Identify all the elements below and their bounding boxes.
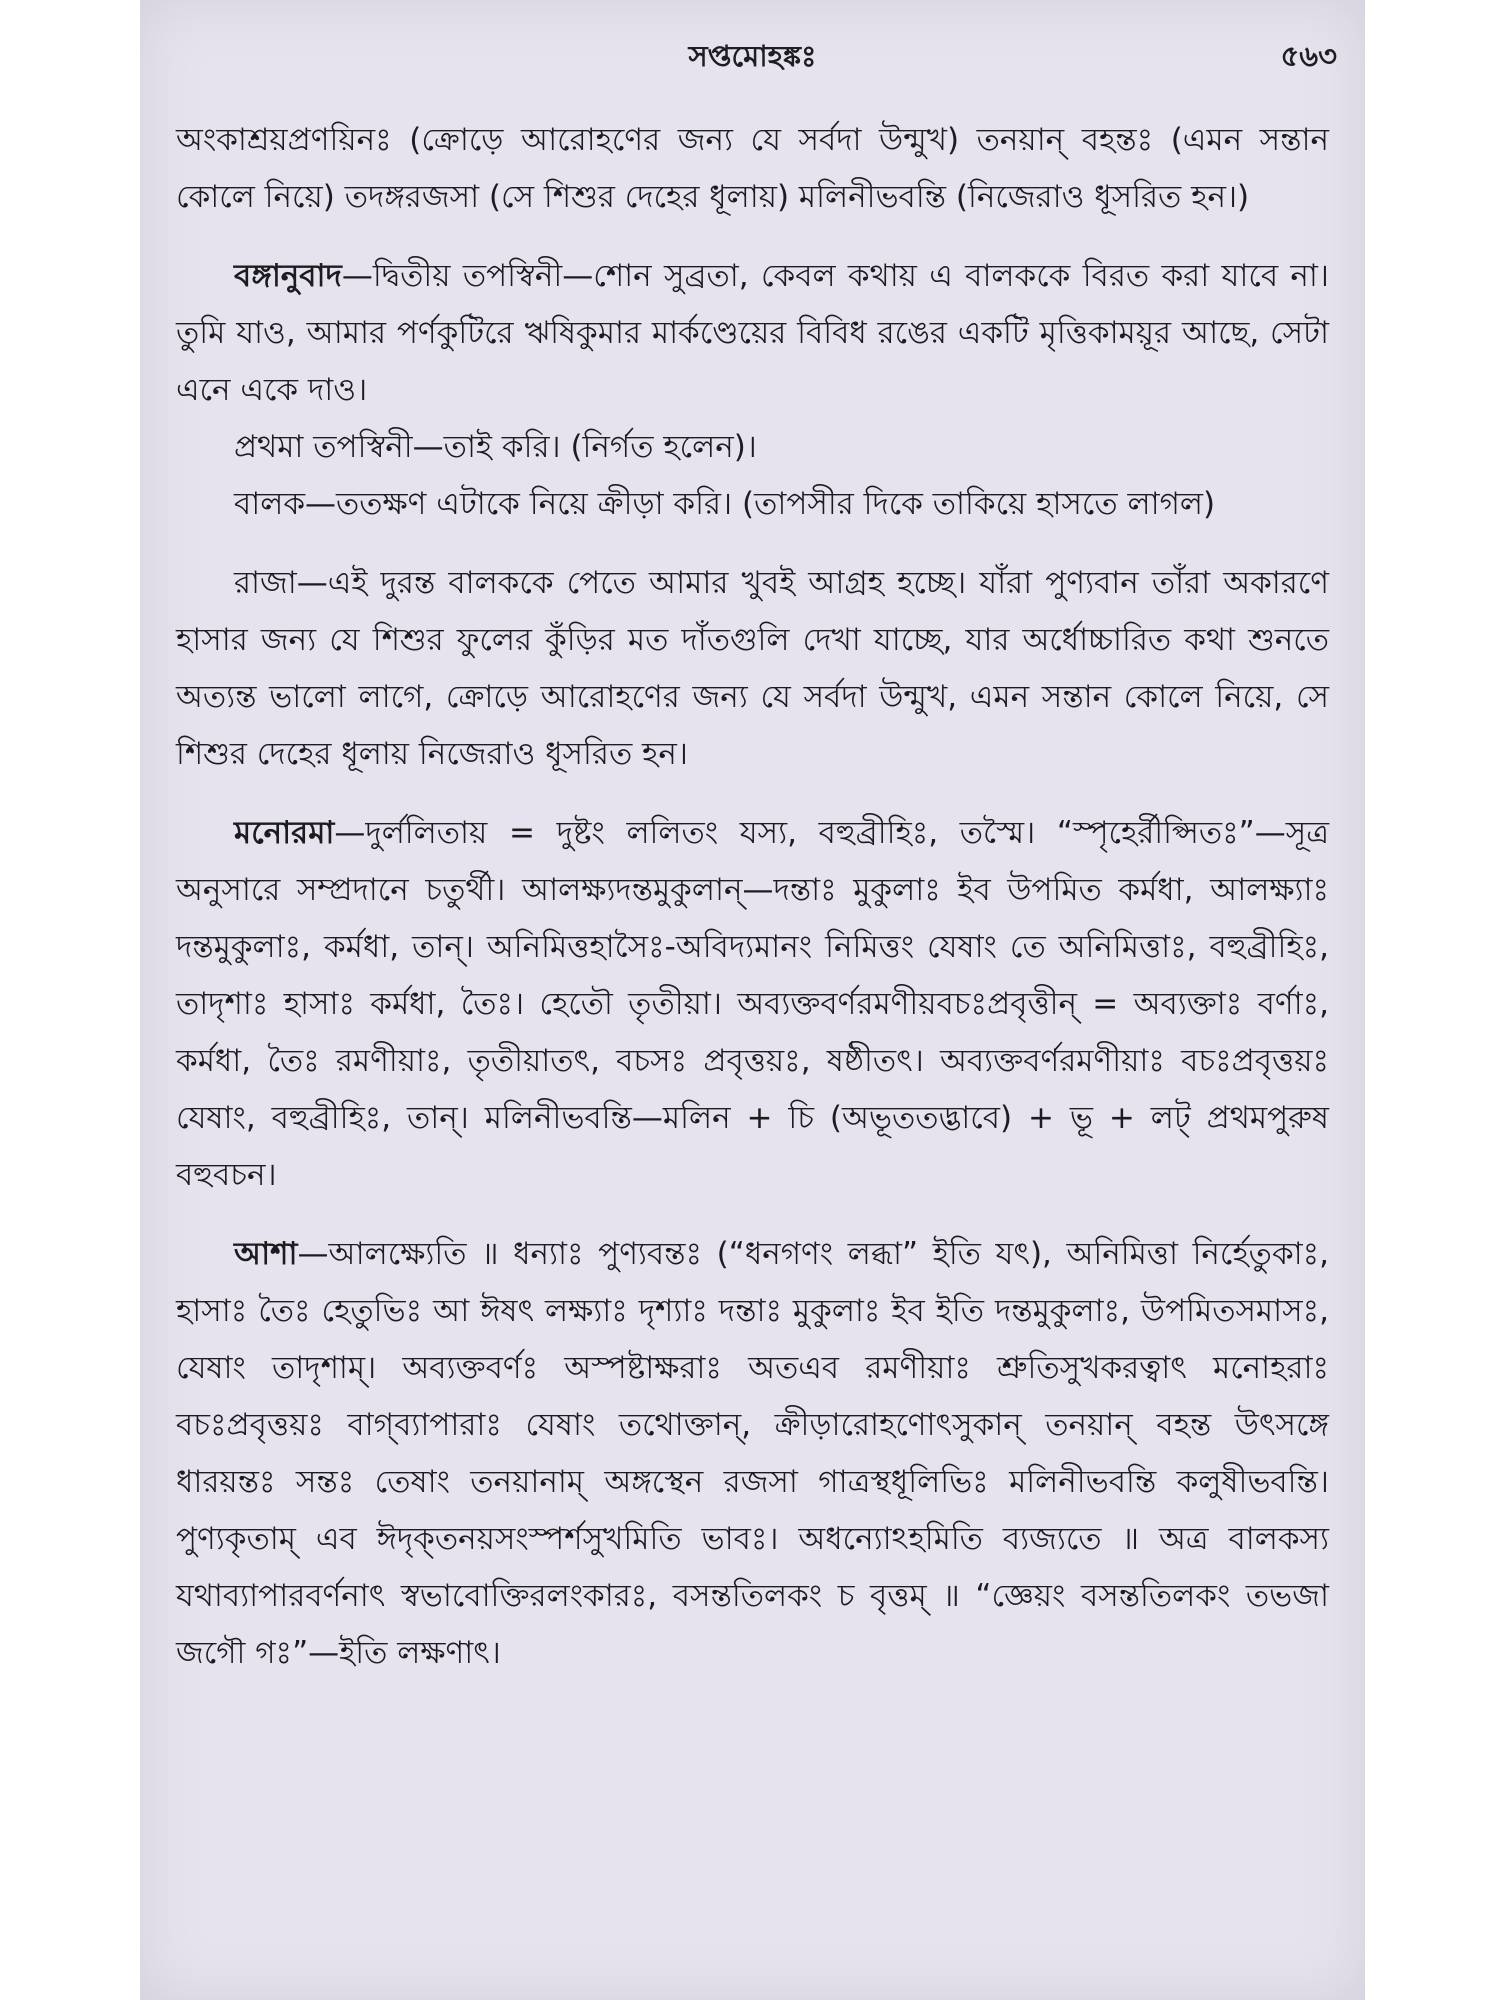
commentary-manorama xyxy=(176,805,1329,1204)
section-term: আশা xyxy=(234,1236,298,1272)
section-term: বঙ্গানুবাদ xyxy=(234,258,342,294)
dialogue-line xyxy=(176,476,1329,533)
paragraph-text: অংকাশ্রয়প্রণয়িনঃ (ক্রোড়ে আরোহণের জন্য যে সর্বদা উন্মুখ) তনয়ান্ বহন্তঃ (এমন সন্তান কোলে নিয়ে) তদঙ্গরজসা (সে শিশুর দেহের ধূলায়) মলিনীভবন্তি (নিজেরাও ধূসরিত হন।) xyxy=(176,122,1329,215)
paragraph-text: —আলক্ষ্যেতি ॥ ধন্যাঃ পুণ্যবন্তঃ (“ধনগণং লব্ধা” ইতি যৎ), অনিমিত্তা নির্হেতুকাঃ, হাসাঃ তৈঃ হেতুভিঃ আ ঈষৎ লক্ষ্যাঃ দৃশ্যাঃ দন্তাঃ মুকুলাঃ ইব ইতি দন্তমুকুলাঃ, উপমিতসমাসঃ, যেষাং তাদৃশাম্। অব্যক্তবর্ণঃ অস্পষ্টাক্ষরাঃ অতএব রমণীয়াঃ শ্রুতিসুখকরত্বাৎ মনোহরাঃ বচঃপ্রবৃত্তয়ঃ বাগ্‌ব্যাপারাঃ যেষাং তথোক্তান্, ক্রীড়ারোহণোৎসুকান্ তনয়ান্ বহন্ত উৎসঙ্গে ধারয়ন্তঃ সন্তঃ তেষাং তনয়ানাম্ অঙ্গস্থেন রজসা গাত্রস্থধূলিভিঃ মলিনীভবন্তি কলুষীভবন্তি। পুণ্যকৃতাম্ এব ঈদৃক্‌তনয়সংস্পর্শসুখমিতি ভাবঃ। অধন্যোঽহমিতি ব্যজ্যতে ॥ অত্র বালকস্য যথাব্যাপারবর্ণনাৎ স্বভাবোক্তিরলংকারঃ, বসন্ততিলকং চ বৃত্তম্ ॥ “জ্ঞেয়ং বসন্ততিলকং তভজা জগৌ গঃ”—ইতি লক্ষণাৎ। xyxy=(176,1236,1329,1671)
book-page xyxy=(140,0,1365,2000)
commentary-asha xyxy=(176,1226,1329,1682)
dialogue-line xyxy=(176,555,1329,783)
paragraph-text: —দ্বিতীয় তপস্বিনী—শোন সুব্রতা, কেবল কথায় এ বালককে বিরত করা যাবে না। তুমি যাও, আমার পর্ণকুটিরে ঋষিকুমার মার্কণ্ডেয়ের বিবিধ রঙের একটি মৃত্তিকাময়ূর আছে, সেটা এনে একে দাও। xyxy=(176,258,1329,408)
verse-gloss-continuation xyxy=(176,112,1329,226)
paragraph-text: রাজা—এই দুরন্ত বালককে পেতে আমার খুবই আগ্রহ হচ্ছে। যাঁরা পুণ্যবান তাঁরা অকারণে হাসার জন্য যে শিশুর ফুলের কুঁড়ির মত দাঁতগুলি দেখা যাচ্ছে, যার অর্ধোচ্চারিত কথা শুনতে অত্যন্ত ভালো লাগে, ক্রোড়ে আরোহণের জন্য যে সর্বদা উন্মুখ, এমন সন্তান কোলে নিয়ে, সে শিশুর দেহের ধূলায় নিজেরাও ধূসরিত হন। xyxy=(176,565,1329,772)
dialogue-line xyxy=(176,419,1329,476)
paragraph-text: —দুর্ললিতায় = দুষ্টং ললিতং যস্য, বহুব্রীহিঃ, তস্মৈ। “স্পৃহের্রীপ্সিতঃ”—সূত্র অনুসারে সম্প্রদানে চতুর্থী। আলক্ষ্যদন্তমুকুলান্—দন্তাঃ মুকুলাঃ ইব উপমিত কর্মধা, আলক্ষ্যাঃ দন্তমুকুলাঃ, কর্মধা, তান্। অনিমিত্তহাসৈঃ-অবিদ্যমানং নিমিত্তং যেষাং তে অনিমিত্তাঃ, বহুব্রীহিঃ, তাদৃশাঃ হাসাঃ কর্মধা, তৈঃ। হেতৌ তৃতীয়া। অব্যক্তবর্ণরমণীয়বচঃপ্রবৃত্তীন্ = অব্যক্তাঃ বর্ণাঃ, কর্মধা, তৈঃ রমণীয়াঃ, তৃতীয়াতৎ, বচসঃ প্রবৃত্তয়ঃ, ষষ্ঠীতৎ। অব্যক্তবর্ণরমণীয়াঃ বচঃপ্রবৃত্তয়ঃ যেষাং, বহুব্রীহিঃ, তান্। মলিনীভবন্তি—মলিন + চি (অভূততদ্ভাবে) + ভূ + লট্ প্রথমপুরুষ বহুবচন। xyxy=(176,815,1329,1193)
running-head: সপ্তমোহঙ্কঃ xyxy=(688,39,817,73)
page-number: ৫৬৩ xyxy=(1280,39,1337,73)
paragraph-text: বালক—ততক্ষণ এটাকে নিয়ে ক্রীড়া করি। (তাপসীর দিকে তাকিয়ে হাসতে লাগল) xyxy=(234,486,1216,522)
body-text xyxy=(176,112,1329,1682)
paragraph-text: প্রথমা তপস্বিনী—তাই করি। (নির্গত হলেন)। xyxy=(234,429,757,465)
section-term: মনোরমা xyxy=(234,815,335,851)
bengali-translation-paragraph xyxy=(176,248,1329,419)
page-header xyxy=(140,34,1365,84)
